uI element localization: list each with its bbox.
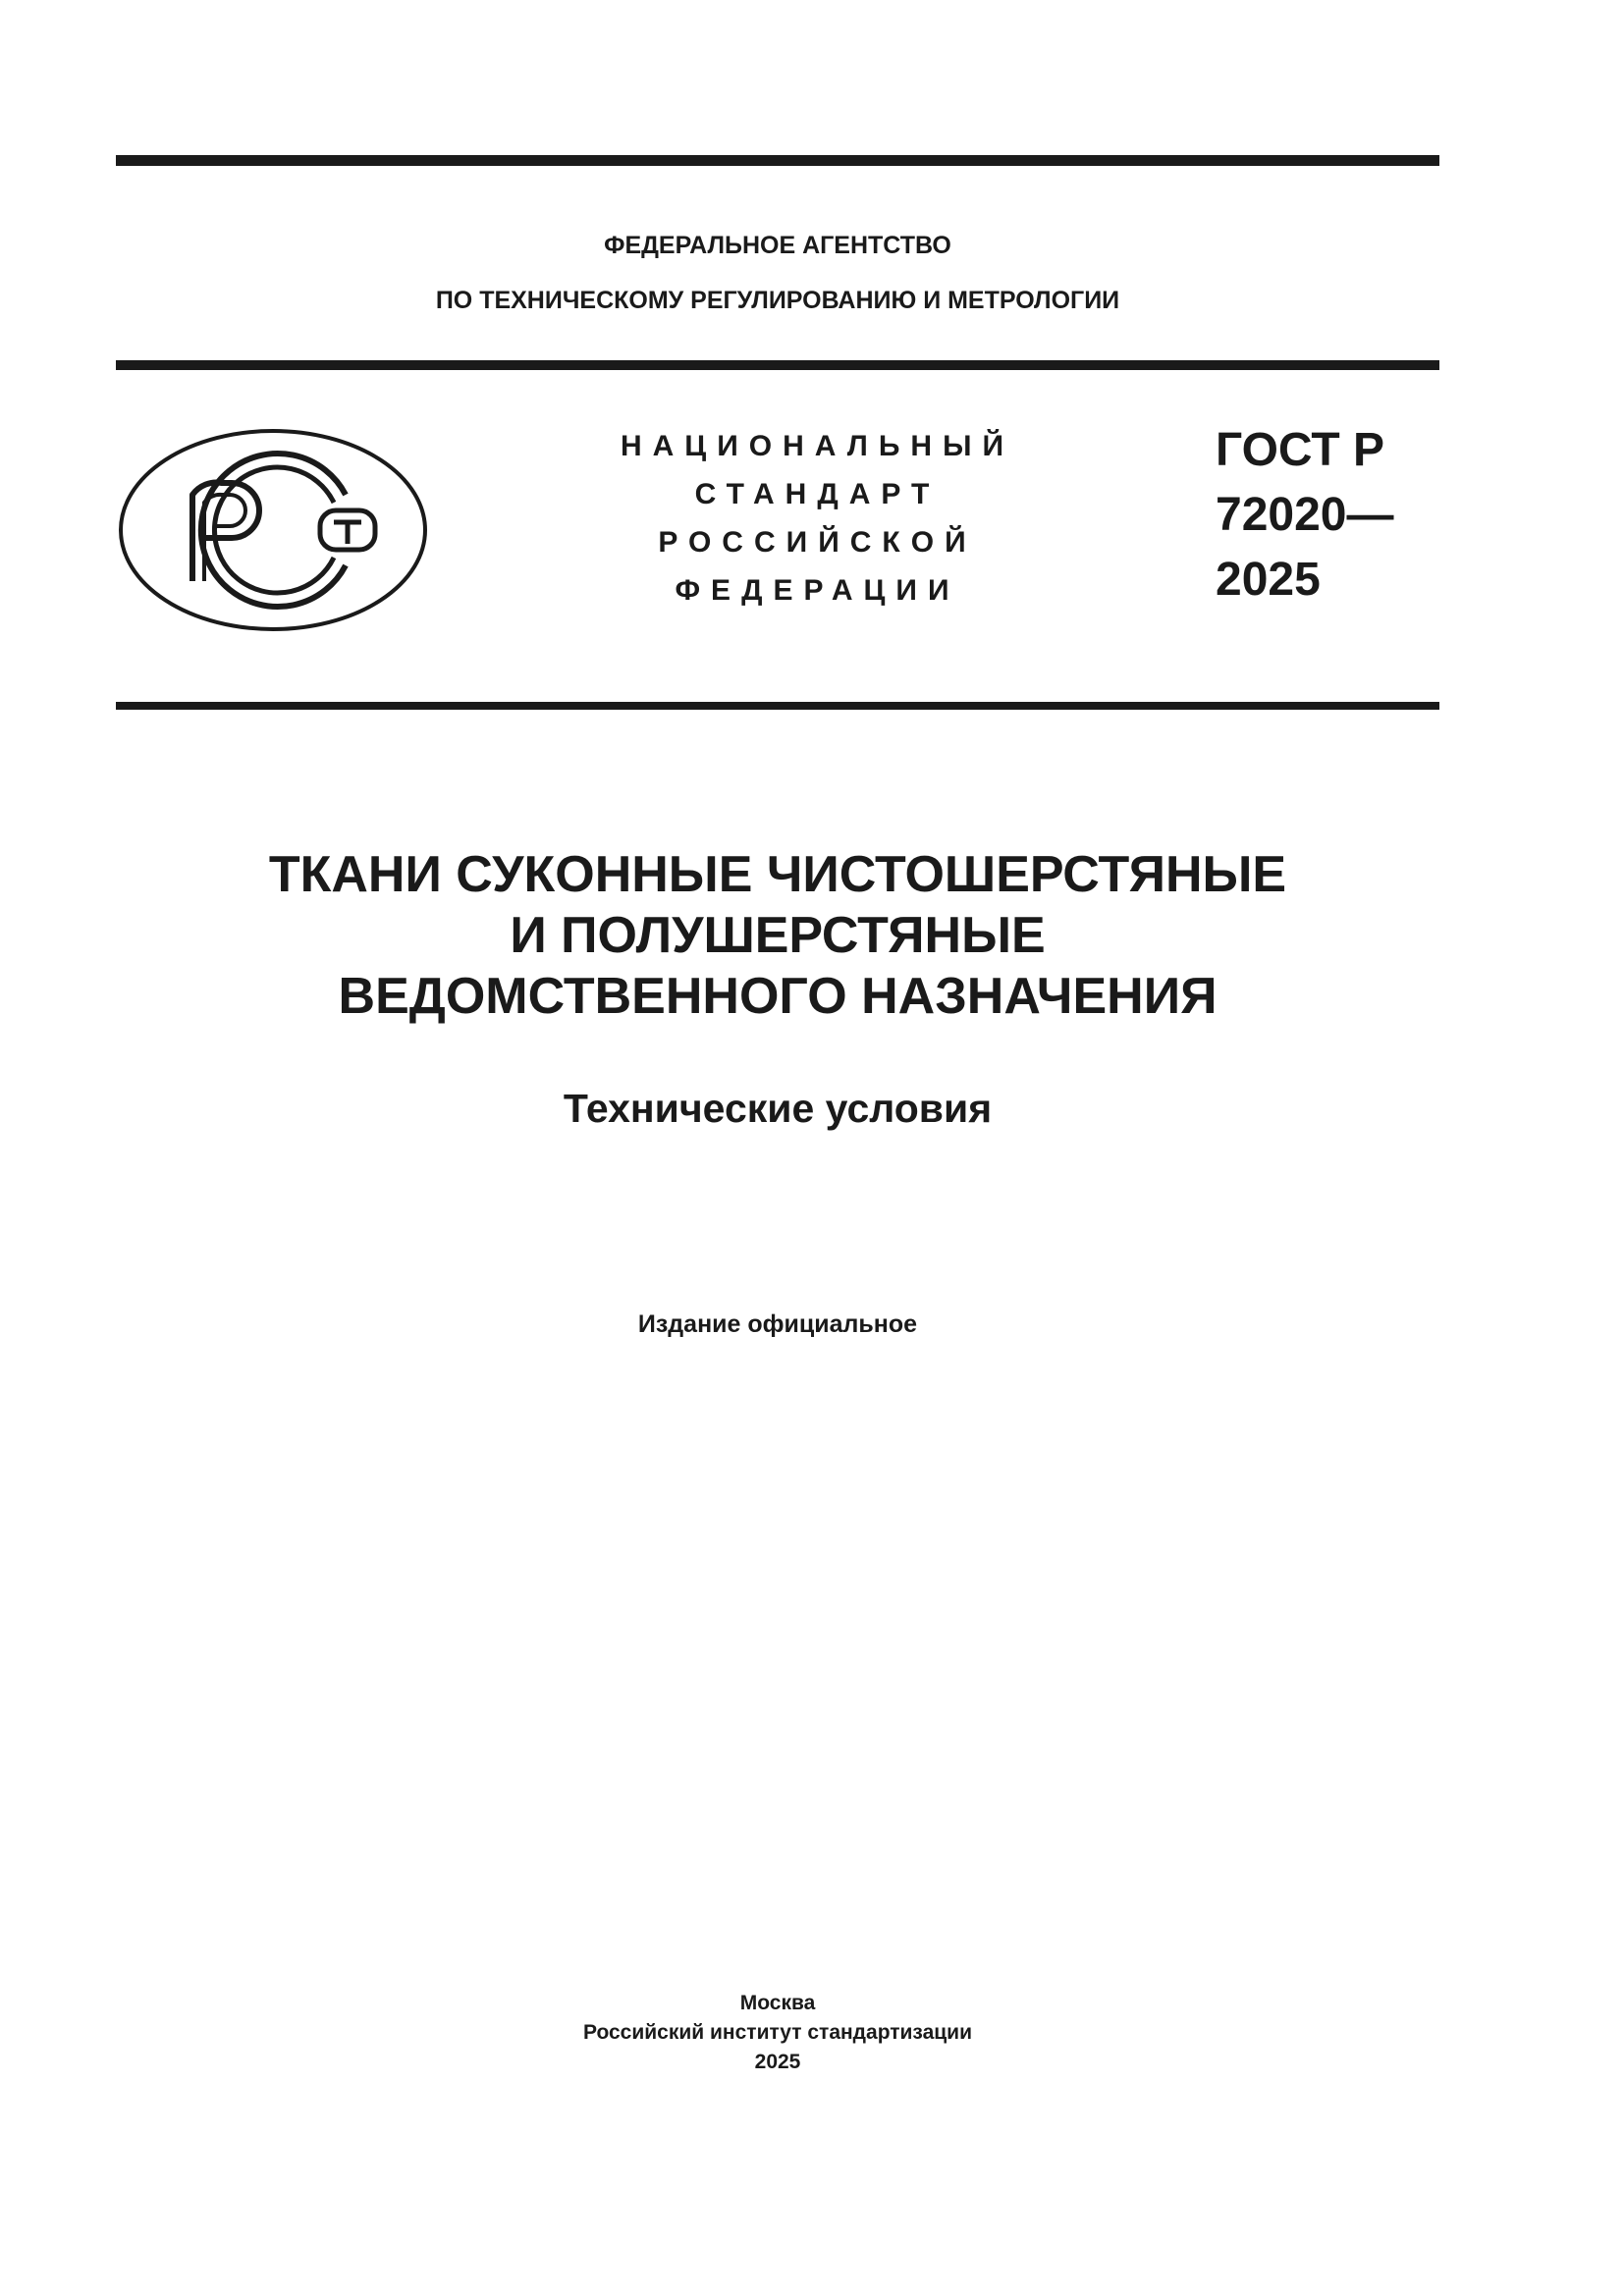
document-subtitle: Технические условия: [563, 1086, 993, 1131]
title-line-2: И ПОЛУШЕРСТЯНЫЕ: [510, 907, 1046, 964]
national-line-3: РОССИЙСКОЙ: [658, 526, 977, 559]
designation-line-3: 2025: [1216, 554, 1321, 606]
middle-rule: [116, 360, 1439, 370]
imprint-city: Москва: [739, 1992, 816, 2014]
national-line-2: СТАНДАРТ: [694, 478, 941, 510]
national-standard-label: [589, 422, 1046, 614]
publisher-imprint: [116, 1989, 1439, 2077]
agency-header: [116, 218, 1439, 328]
document-title: [116, 844, 1439, 1027]
agency-line-1: ФЕДЕРАЛЬНОЕ АГЕНТСТВО: [604, 232, 951, 259]
top-rule: [116, 155, 1439, 166]
edition-note: Издание официальное: [637, 1310, 918, 1338]
national-line-1: НАЦИОНАЛЬНЫЙ: [620, 430, 1015, 462]
standard-designation: [1216, 418, 1393, 613]
bottom-rule: [116, 702, 1439, 710]
designation-line-2: 72020—: [1216, 489, 1394, 541]
title-line-1: ТКАНИ СУКОННЫЕ ЧИСТОШЕРСТЯНЫЕ: [268, 846, 1287, 903]
title-line-3: ВЕДОМСТВЕННОГО НАЗНАЧЕНИЯ: [338, 968, 1218, 1025]
rst-emblem-logo: [116, 426, 430, 634]
imprint-publisher: Российский институт стандартизации: [582, 2021, 973, 2044]
agency-line-2: ПО ТЕХНИЧЕСКОМУ РЕГУЛИРОВАНИЮ И МЕТРОЛОГИИ: [435, 287, 1120, 314]
designation-line-1: ГОСТ Р: [1216, 424, 1385, 476]
national-line-4: ФЕДЕРАЦИИ: [675, 574, 960, 607]
imprint-year: 2025: [754, 2051, 801, 2073]
